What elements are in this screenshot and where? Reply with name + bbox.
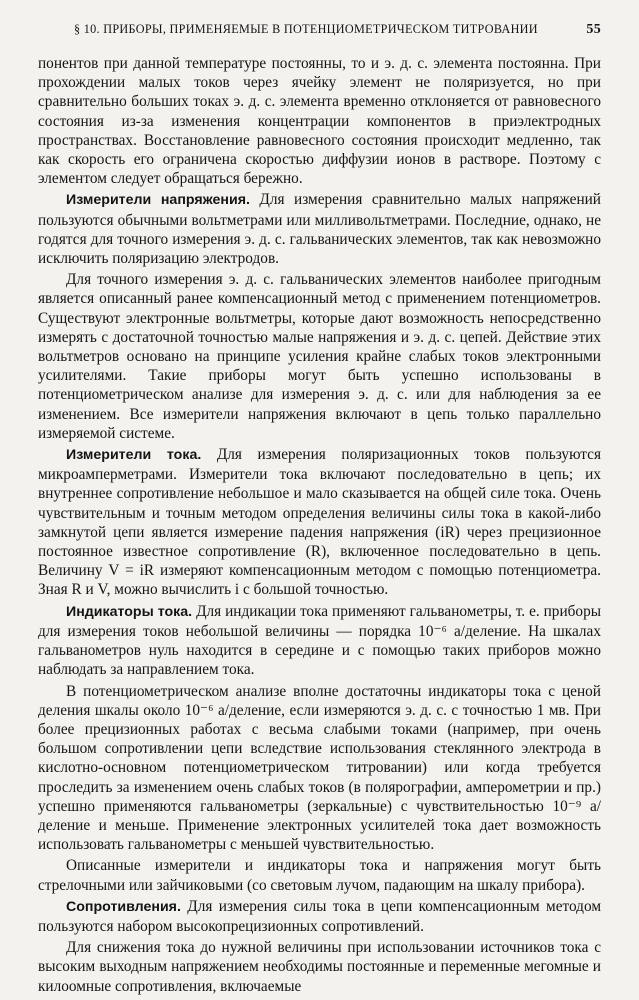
paragraph: [38, 938, 601, 996]
paragraph-text: Для измерения силы тока в цепи компенсационным методом пользуются набором высокопрецизионных сопротивлений.: [38, 897, 601, 935]
run-in-heading: Измерители напряжения.: [66, 192, 250, 209]
running-header: [38, 22, 601, 50]
paragraph: [38, 445, 601, 600]
page-body: [38, 54, 601, 996]
paragraph-text: В потенциометрическом анализе вполне достаточны индикаторы тока с ценой деления шкалы около 10⁻⁶ а/деление, если измеряются э. д. с. с точностью 1 мв. При более прецизионных работах с весьма слабыми токами (например, при очень большом сопротивлении цепи вследствие использования стеклянного электрода в кислотно-основном потенциометрическом титровании) или когда требуется проследить за изменением очень слабых токов (в полярографии, амперометрии и пр.) успешно применяются гальванометры (зеркальные) с чувствительностью 10⁻⁹ а/деление и меньше. Применение электронных усилителей тока дает возможность использовать гальванометры с меньшей чувствительностью.: [38, 682, 601, 854]
paragraph: [38, 54, 601, 188]
paragraph-text: Для точного измерения э. д. с. гальванических элементов наиболее пригодным является описанный ранее компенсационный метод с применением потенциометров. Существуют электронные вольтметры, которые дают возможность непосредственно измерять с достаточной точностью малые напряжения и э. д. с. цепей. Действие этих вольтметров основано на принципе усиления крайне слабых токов электронными усилителями. Такие приборы могут быть успешно использованы в потенциометрическом анализе для измерения э. д. с. или для наблюдения за ее изменением. Все измерители напряжения включают в цепь только параллельно измеряемой системе.: [38, 271, 601, 442]
run-in-heading: Индикаторы тока.: [66, 603, 193, 620]
paragraph-text: Для измерения сравнительно малых напряжений пользуются обычными вольтметрами или милливольтметрами. Последние, однако, не годятся для точного измерения э. д. с. гальванических элементов, так как невозможно исключить поляризацию электродов.: [38, 191, 601, 268]
run-in-heading: Сопротивления.: [66, 898, 181, 915]
paragraph: [38, 897, 601, 936]
paragraph: [38, 270, 601, 443]
paragraph: [38, 682, 601, 855]
paragraph-text: понентов при данной температуре постоянны, то и э. д. с. элемента постоянна. При прохождении малых токов через ячейку элемент не поляризуется, но при сравнительно больших токах э. д. с. элемента временно отклоняется от равновесного состояния из-за изменения концентрации компонентов в приэлектродных пространствах. Восстановление равновесного состояния происходит медленно, так как скорость его ограничена скоростью диффузии ионов в растворе. Поэтому с элементом следует обращаться бережно.: [38, 55, 601, 188]
page-number: 55: [586, 22, 601, 37]
paragraph-text: Для измерения поляризационных токов пользуются микроамперметрами. Измерители тока включают последовательно в цепь; их внутреннее сопротивление небольшое и мало сказывается на общей силе тока. Очень чувствительным и точным методом определения величины силы тока в какой-либо замкнутой цепи является измерение падения напряжения (iR) через прецизионное постоянное известное сопротивление (R), включенное последовательно в цепь. Величину V = iR измеряют компенсационным методом с помощью потенциометра. Зная R и V, можно вычислить i с большой точностью.: [38, 446, 601, 599]
paragraph-text: Для снижения тока до нужной величины при использовании источников тока с высоким выходным напряжением необходимы постоянные и переменные мегомные и килоомные сопротивления, включаемые: [38, 939, 601, 995]
paragraph: [38, 856, 601, 894]
section-title: § 10. ПРИБОРЫ, ПРИМЕНЯЕМЫЕ В ПОТЕНЦИОМЕТРИЧЕСКОМ ТИТРОВАНИИ: [74, 22, 538, 36]
paragraph-text: Для индикации тока применяют гальванометры, т. е. приборы для измерения токов небольшой величины — порядка 10⁻⁶ а/деление. На шкалах гальванометров нуль находится в середине и с помощью таких приборов можно наблюдать за направлением тока.: [38, 602, 602, 679]
run-in-heading: Измерители тока.: [66, 447, 202, 464]
paragraph: [38, 190, 601, 268]
paragraph-text: Описанные измерители и индикаторы тока и напряжения могут быть стрелочными или зайчиковыми (со световым лучом, падающим на шкалу прибора).: [38, 857, 601, 894]
paragraph: [38, 602, 601, 680]
